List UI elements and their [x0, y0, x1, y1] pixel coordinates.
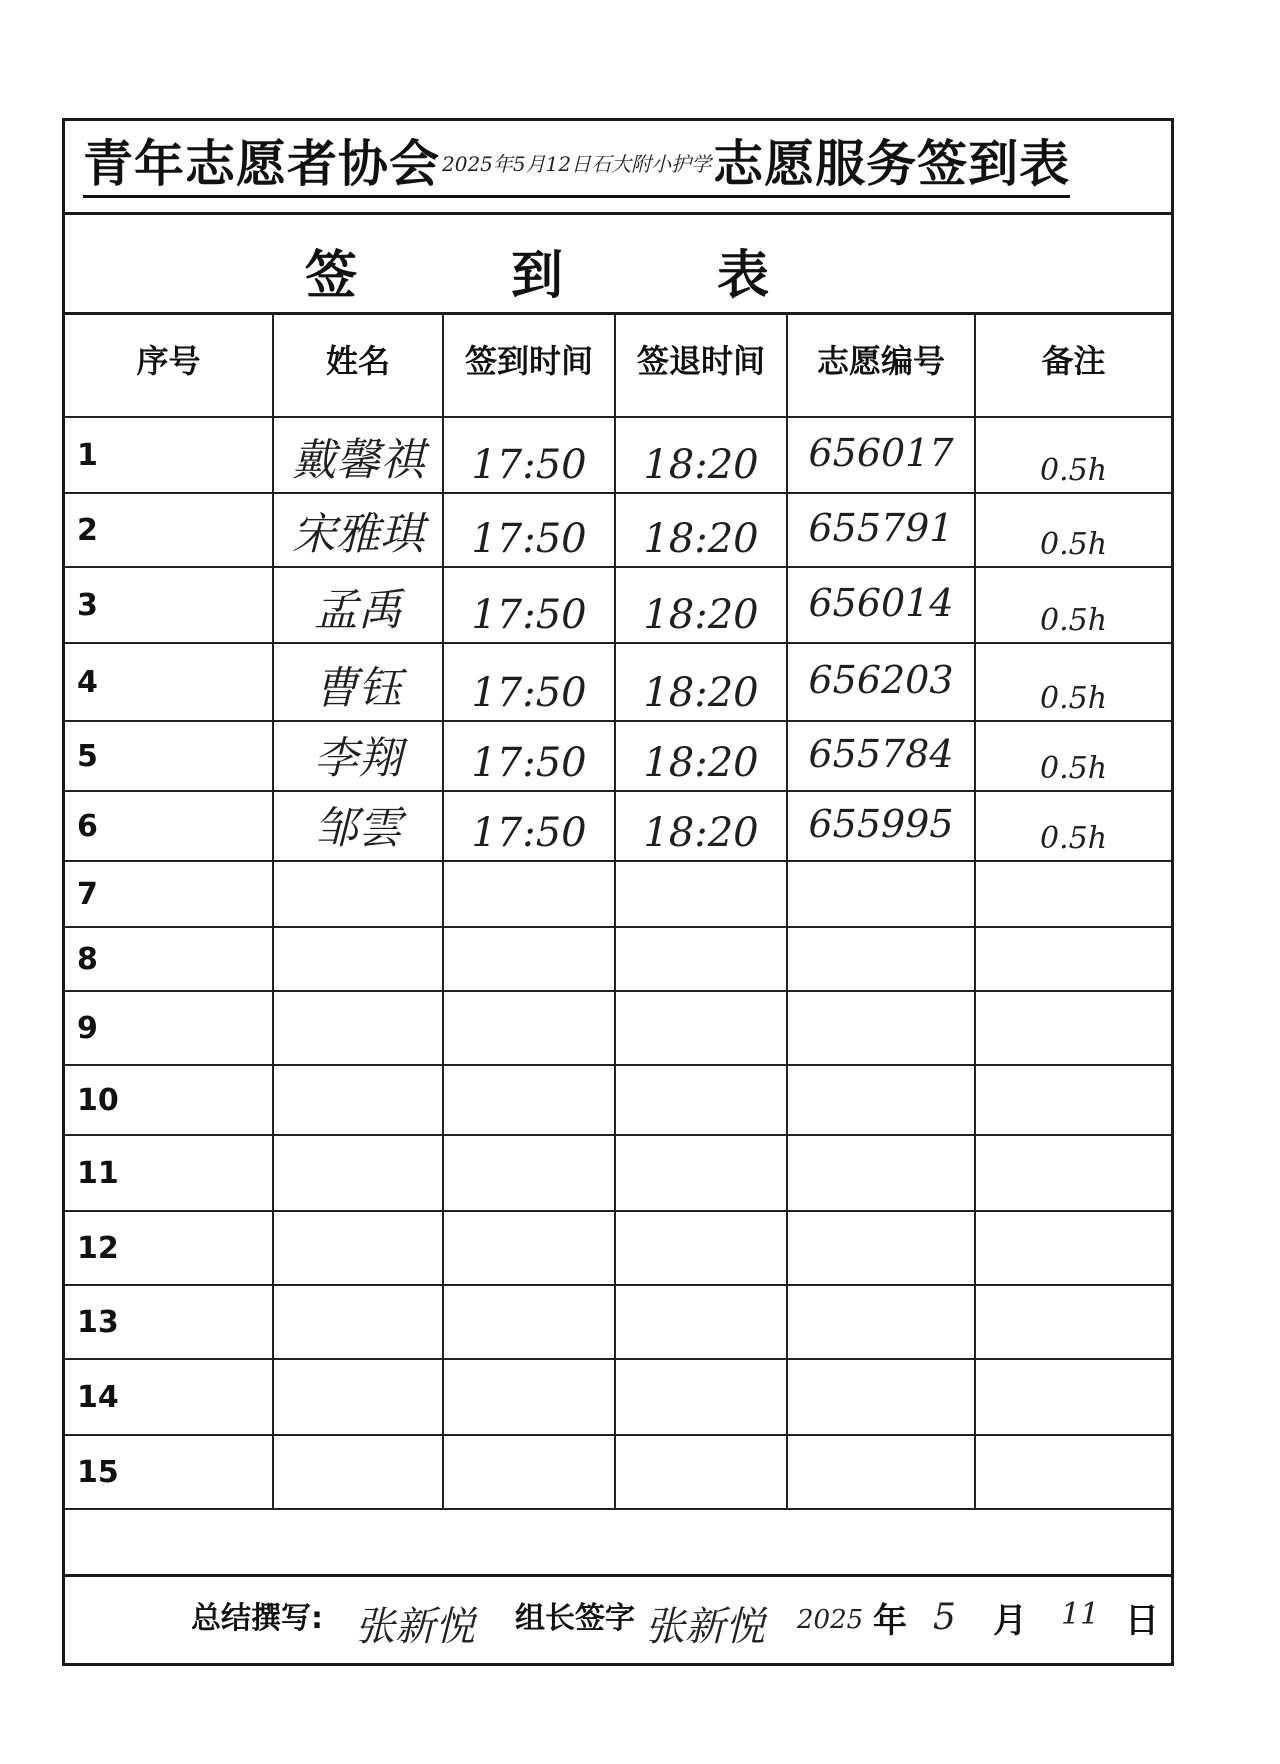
- row-name: [273, 1211, 443, 1285]
- row-volunteer-id: [787, 861, 975, 927]
- col-header-volunteer-id: 志愿编号: [787, 315, 975, 417]
- date-day-unit: 日: [1125, 1601, 1159, 1641]
- row-index: 11: [65, 1135, 273, 1211]
- row-note: [975, 991, 1171, 1065]
- row-name: 宋雅琪: [273, 493, 443, 567]
- row-checkout-time: [615, 1065, 787, 1135]
- row-checkout-time: 18:20: [615, 567, 787, 643]
- heading-row: [65, 215, 1171, 315]
- heading-char-2: 到: [511, 246, 564, 306]
- heading-char-1: 签: [305, 246, 358, 306]
- sign-in-table: [65, 315, 1171, 1510]
- row-volunteer-id: [787, 1285, 975, 1359]
- row-checkin-time: [443, 1135, 615, 1211]
- row-checkin-time: [443, 1359, 615, 1435]
- table-row: [65, 493, 1171, 567]
- row-index: 7: [65, 861, 273, 927]
- row-name: [273, 1065, 443, 1135]
- row-checkin-time: [443, 1211, 615, 1285]
- row-checkin-time: [443, 1435, 615, 1509]
- row-note: [975, 1359, 1171, 1435]
- row-checkin-time: [443, 1285, 615, 1359]
- row-checkout-time: [615, 991, 787, 1065]
- table-row: [65, 643, 1171, 721]
- row-checkin-time: 17:50: [443, 721, 615, 791]
- row-index: 12: [65, 1211, 273, 1285]
- header-row: [65, 315, 1171, 417]
- row-checkin-time: 17:50: [443, 791, 615, 861]
- row-checkout-time: 18:20: [615, 791, 787, 861]
- row-note: [975, 1211, 1171, 1285]
- row-note: [975, 861, 1171, 927]
- row-index: 6: [65, 791, 273, 861]
- row-checkout-time: 18:20: [615, 643, 787, 721]
- row-index: 4: [65, 643, 273, 721]
- table-row: [65, 721, 1171, 791]
- row-note: [975, 927, 1171, 991]
- row-name: [273, 1359, 443, 1435]
- row-checkin-time: [443, 991, 615, 1065]
- row-volunteer-id: [787, 1359, 975, 1435]
- row-volunteer-id: 656203: [787, 643, 975, 721]
- row-volunteer-id: [787, 991, 975, 1065]
- row-checkin-time: 17:50: [443, 493, 615, 567]
- row-name: [273, 861, 443, 927]
- col-header-name: 姓名: [273, 315, 443, 417]
- row-volunteer-id: 656014: [787, 567, 975, 643]
- row-checkout-time: 18:20: [615, 721, 787, 791]
- row-volunteer-id: 655995: [787, 791, 975, 861]
- row-checkin-time: [443, 927, 615, 991]
- row-checkin-time: [443, 1065, 615, 1135]
- row-index: 9: [65, 991, 273, 1065]
- col-header-note: 备注: [975, 315, 1171, 417]
- table-row: [65, 791, 1171, 861]
- row-index: 5: [65, 721, 273, 791]
- row-index: 8: [65, 927, 273, 991]
- title-row: [65, 121, 1171, 215]
- table-row: [65, 567, 1171, 643]
- row-index: 13: [65, 1285, 273, 1359]
- row-volunteer-id: [787, 1135, 975, 1211]
- table-row: [65, 1435, 1171, 1509]
- row-checkin-time: 17:50: [443, 417, 615, 493]
- row-name: 邹雲: [273, 791, 443, 861]
- row-name: [273, 1135, 443, 1211]
- row-volunteer-id: [787, 927, 975, 991]
- col-header-checkin: 签到时间: [443, 315, 615, 417]
- row-note: 0.5h: [975, 721, 1171, 791]
- row-checkin-time: 17:50: [443, 567, 615, 643]
- row-name: 戴馨祺: [273, 417, 443, 493]
- heading-char-3: 表: [717, 246, 770, 306]
- date-month: 5: [933, 1597, 956, 1638]
- sheet-title: [83, 133, 1070, 198]
- sign-in-sheet: [62, 118, 1174, 1666]
- date-month-unit: 月: [993, 1601, 1027, 1641]
- table-row: [65, 927, 1171, 991]
- row-name: 孟禹: [273, 567, 443, 643]
- row-note: 0.5h: [975, 567, 1171, 643]
- row-note: 0.5h: [975, 643, 1171, 721]
- row-checkin-time: [443, 861, 615, 927]
- row-name: [273, 1285, 443, 1359]
- row-index: 3: [65, 567, 273, 643]
- table-row: [65, 417, 1171, 493]
- row-name: 曹钰: [273, 643, 443, 721]
- row-checkout-time: [615, 1359, 787, 1435]
- table-row: [65, 1065, 1171, 1135]
- title-handwritten-event: 2025年5月12日石大附小护学: [440, 133, 713, 198]
- title-org: 青年志愿者协会: [83, 133, 440, 198]
- row-checkout-time: [615, 1211, 787, 1285]
- row-checkout-time: [615, 1435, 787, 1509]
- row-name: [273, 991, 443, 1065]
- row-note: [975, 1435, 1171, 1509]
- title-suffix: 志愿服务签到表: [713, 133, 1070, 198]
- row-index: 14: [65, 1359, 273, 1435]
- date-year-unit: 年: [873, 1601, 907, 1641]
- table-row: [65, 1135, 1171, 1211]
- row-note: 0.5h: [975, 417, 1171, 493]
- row-checkout-time: [615, 1135, 787, 1211]
- row-volunteer-id: [787, 1065, 975, 1135]
- row-volunteer-id: 655791: [787, 493, 975, 567]
- row-note: [975, 1285, 1171, 1359]
- row-checkout-time: [615, 1285, 787, 1359]
- summary-signature: 张新悦: [355, 1604, 475, 1650]
- row-note: 0.5h: [975, 493, 1171, 567]
- row-note: 0.5h: [975, 791, 1171, 861]
- date-day: 11: [1061, 1597, 1100, 1632]
- row-checkout-time: [615, 861, 787, 927]
- row-note: [975, 1135, 1171, 1211]
- date-year: 2025: [797, 1605, 864, 1635]
- row-name: [273, 1435, 443, 1509]
- row-index: 15: [65, 1435, 273, 1509]
- row-checkout-time: 18:20: [615, 493, 787, 567]
- row-index: 1: [65, 417, 273, 493]
- row-name: 李翔: [273, 721, 443, 791]
- table-row: [65, 1285, 1171, 1359]
- row-note: [975, 1065, 1171, 1135]
- row-checkout-time: [615, 927, 787, 991]
- table-row: [65, 991, 1171, 1065]
- footer: [65, 1574, 1171, 1666]
- row-volunteer-id: 655784: [787, 721, 975, 791]
- summary-label: 总结撰写:: [191, 1601, 323, 1636]
- row-checkin-time: 17:50: [443, 643, 615, 721]
- leader-signature: 张新悦: [645, 1604, 765, 1650]
- col-header-index: 序号: [65, 315, 273, 417]
- table-row: [65, 861, 1171, 927]
- row-index: 2: [65, 493, 273, 567]
- row-volunteer-id: [787, 1435, 975, 1509]
- row-volunteer-id: [787, 1211, 975, 1285]
- col-header-checkout: 签退时间: [615, 315, 787, 417]
- row-name: [273, 927, 443, 991]
- row-checkout-time: 18:20: [615, 417, 787, 493]
- leader-label: 组长签字: [515, 1601, 635, 1636]
- row-index: 10: [65, 1065, 273, 1135]
- table-row: [65, 1359, 1171, 1435]
- row-volunteer-id: 656017: [787, 417, 975, 493]
- table-row: [65, 1211, 1171, 1285]
